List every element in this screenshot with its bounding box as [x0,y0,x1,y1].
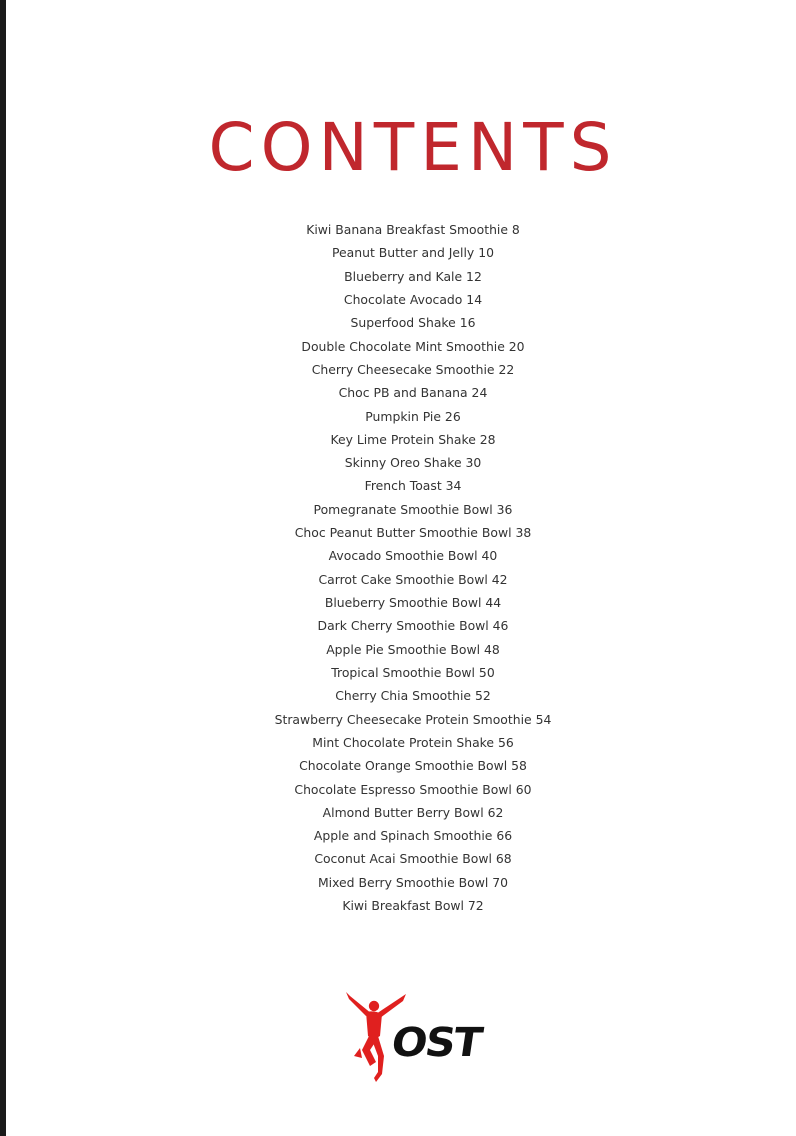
contents-entry: Apple Pie Smoothie Bowl 48 [326,641,500,657]
contents-entry: Strawberry Cheesecake Protein Smoothie 54 [274,711,552,727]
contents-entry: Key Lime Protein Shake 28 [330,431,496,447]
contents-entry: Peanut Butter and Jelly 10 [332,245,494,261]
contents-entry: Chocolate Avocado 14 [343,291,483,307]
contents-entry: Tropical Smoothie Bowl 50 [331,664,495,680]
contents-entry: Kiwi Banana Breakfast Smoothie 8 [306,222,520,237]
contents-entry: Chocolate Espresso Smoothie Bowl 60 [294,781,532,797]
contents-entry: Avocado Smoothie Bowl 40 [328,548,498,564]
contents-entry: Apple and Spinach Smoothie 66 [313,828,513,844]
contents-entry: Pomegranate Smoothie Bowl 36 [313,501,513,517]
contents-entry: Blueberry and Kale 12 [344,268,482,284]
contents-entry: Pumpkin Pie 26 [365,408,461,424]
contents-entry: Dark Cherry Smoothie Bowl 46 [317,618,509,634]
contents-entry: Almond Butter Berry Bowl 62 [322,804,504,820]
contents-entry: Double Chocolate Mint Smoothie 20 [301,338,525,354]
logo-wordmark: OST [388,1019,484,1066]
contents-entry: Cherry Chia Smoothie 52 [335,688,491,704]
contents-list [0,218,796,917]
contents-entry: Mint Chocolate Protein Shake 56 [312,734,514,750]
contents-entry: Chocolate Orange Smoothie Bowl 58 [299,758,527,774]
contents-entry: Mixed Berry Smoothie Bowl 70 [317,874,509,890]
contents-entry: Carrot Cake Smoothie Bowl 42 [318,571,508,587]
contents-entry: Coconut Acai Smoothie Bowl 68 [314,851,512,867]
contents-entry: Blueberry Smoothie Bowl 44 [324,595,502,610]
contents-entry: French Toast 34 [364,478,462,494]
contents-entry: Choc PB and Banana 24 [338,385,488,401]
contents-entry: Choc Peanut Butter Smoothie Bowl 38 [294,525,532,541]
page-title: CONTENTS [208,109,618,186]
contents-entry: Superfood Shake 16 [350,315,476,331]
contents-entry: Skinny Oreo Shake 30 [344,455,482,471]
brand-logo [336,990,496,1086]
contents-entry: Cherry Cheesecake Smoothie 22 [311,361,515,377]
contents-entry: Kiwi Breakfast Bowl 72 [342,898,484,914]
